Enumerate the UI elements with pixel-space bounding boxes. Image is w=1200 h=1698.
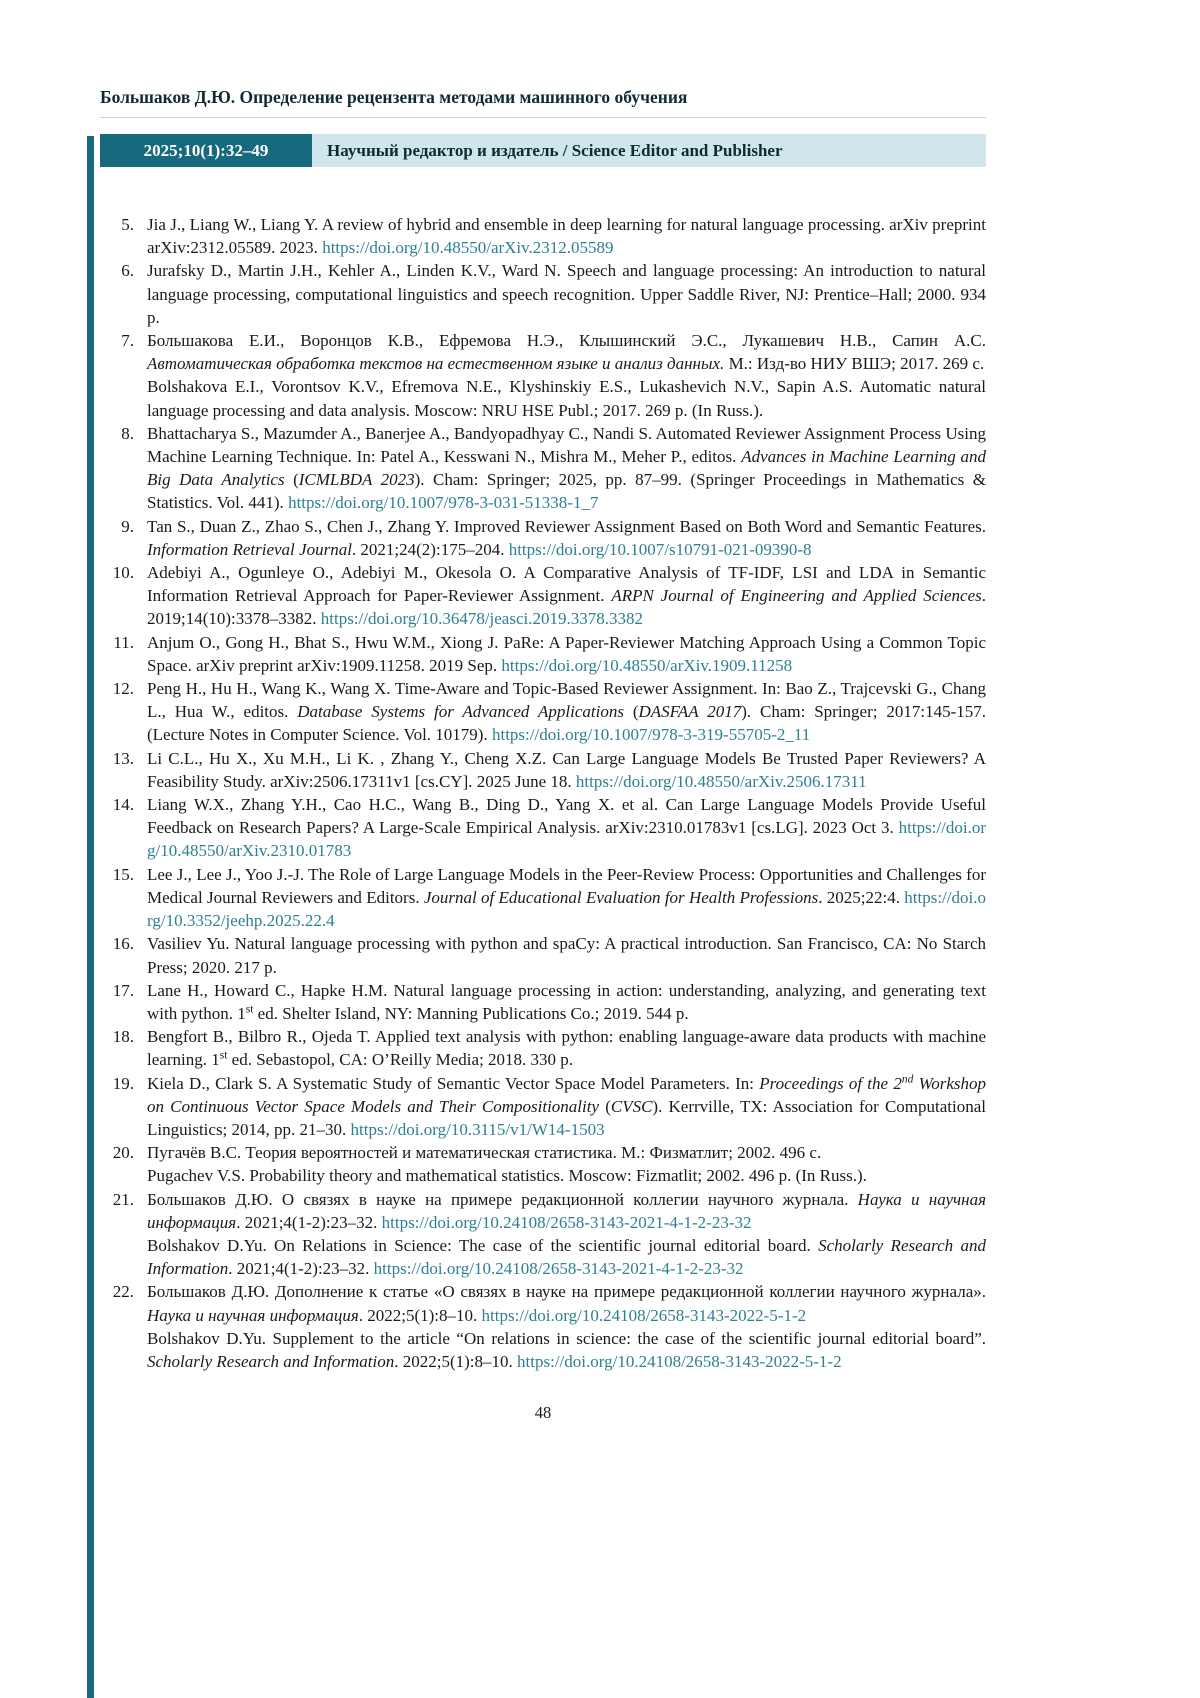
text-segment: ). Cham: Springer; 2017:145-157. (Lecture Notes in Computer Science. Vol. 10179). [147,702,986,745]
reference-text [147,932,986,978]
text-segment: Liang W.X., Zhang Y.H., Cao H.C., Wang B., Ding D., Yang X. et al. Can Large Language Models Provide Useful Feedback on Research Papers? A Large-Scale Empirical Analysis. arXiv:2310.01783v1 [cs.LG]. 2023 Oct 3. [147,795,986,838]
reference-number: 10. [112,563,134,583]
reference-item [100,1025,986,1071]
reference-number: 9. [121,516,134,536]
reference-item [100,747,986,793]
doi-link[interactable]: https://doi.org/10.24108/2658-3143-2021-4-1-2-23-32 [381,1212,752,1232]
reference-item [100,1280,986,1373]
text-segment: М.: Изд-во НИУ ВШЭ; 2017. 269 с. [724,354,985,374]
reference-text [147,561,986,631]
text-segment: ed. Shelter Island, NY: Manning Publications Co.; 2019. 544 p. [253,1003,689,1023]
doi-link[interactable]: https://doi.org/10.1007/978-3-319-55705-2_11 [491,725,811,745]
text-segment: ( [623,702,639,722]
italic-text: Journal of Educational Evaluation for Health Professions [423,887,819,907]
text-segment: . 2022;5(1):8–10. [394,1351,518,1371]
text-segment: Bolshakova E.I., Vorontsov K.V., Efremova N.E., Klyshinskiy E.S., Lukashevich N.V., Sapin A.S. Automatic natural language processing and data analysis. Moscow: NRU HSE Publ.; 2017. 269 p. (In Russ.). [147,377,986,420]
reference-item [100,561,986,631]
reference-text [147,793,986,863]
text-segment: . 2021;4(1-2):23–32. [228,1259,374,1279]
reference-item [100,631,986,677]
reference-item [100,422,986,515]
reference-text [147,979,986,1025]
reference-item [100,793,986,863]
italic-text: Наука и научная информация [147,1189,986,1232]
header-bar [100,134,986,167]
reference-number: 19. [112,1073,134,1093]
doi-link[interactable]: https://doi.org/10.1007/s10791-021-09390-8 [508,539,812,559]
reference-item [100,259,986,329]
italic-text: Database Systems for Advanced Applications [297,702,624,722]
doi-link[interactable]: https://doi.org/10.24108/2658-3143-2021-4-1-2-23-32 [373,1259,744,1279]
reference-number: 13. [112,748,134,768]
header-rule [100,117,986,118]
reference-text [147,677,986,747]
reference-number: 21. [112,1189,134,1209]
text-segment: Bhattacharya S., Mazumder A., Banerjee A., Bandyopadhyay C., Nandi S. Automated Reviewer Assignment Process Using Machine Learning Technique. In: Patel A., Kesswani N., Mishra M., Meher P., editos. [147,423,986,467]
text-segment: Vasiliev Yu. Natural language processing with python and spaCy: A practical introduction. San Francisco, CA: No Starch Press; 2020. 217 p. [147,934,986,977]
reference-number: 7. [121,331,134,351]
reference-list [100,213,986,1373]
text-segment: st [245,1002,254,1016]
text-segment: Li C.L., Hu X., Xu M.H., Li K. , Zhang Y., Cheng X.Z. Can Large Language Models Be Trusted Paper Reviewers? A Feasibility Study. arXiv:2506.17311v1 [cs.CY]. 2025 June 18. [147,748,986,791]
text-segment: Большаков Д.Ю. О связях в науке на примере редакционной коллегии научного журнала. [147,1189,858,1209]
reference-text [147,863,986,933]
text-segment: Bolshakov D.Yu. On Relations in Science: The case of the scientific journal editorial board. [147,1235,819,1255]
reference-item [100,515,986,561]
doi-link[interactable]: https://doi.org/10.3352/jeehp.2025.22.4 [147,887,986,931]
text-segment: . 2021;4(1-2):23–32. [236,1212,382,1232]
text-segment: Bolshakov D.Yu. Supplement to the article “On relations in science: the case of the scientific journal editorial board”. [147,1328,986,1348]
text-segment: st [219,1048,228,1062]
doi-link[interactable]: https://doi.org/10.48550/arXiv.2506.17311 [575,771,867,791]
doi-link[interactable]: https://doi.org/10.1007/978-3-031-51338-1_7 [288,493,599,513]
text-segment: ). Kerrville, TX: Association for Computational Linguistics; 2014, pp. 21–30. [147,1096,987,1139]
text-segment: Большакова Е.И., Воронцов К.В., Ефремова Н.Э., Клышинский Э.С., Лукашевич Н.В., Сапин А.С. [147,331,986,351]
text-segment: . 2019;14(10):3378–3382. [147,586,986,629]
text-segment: ( [599,1096,611,1116]
reference-item [100,863,986,933]
reference-text [147,213,986,259]
italic-text: nd [901,1071,914,1085]
text-segment: ( [284,470,299,490]
text-segment: Lane H., Howard C., Hapke H.M. Natural language processing in action: understanding, analyzing, and generating text with python. 1 [147,980,986,1023]
reference-number: 17. [112,980,134,1000]
reference-number: 12. [112,679,134,699]
reference-text [147,515,986,561]
reference-item [100,1141,986,1187]
reference-item [100,1072,986,1142]
doi-link[interactable]: https://doi.org/10.24108/2658-3143-2022-5-1-2 [517,1351,842,1371]
reference-text [147,259,986,329]
italic-text: Наука и научная информация [147,1305,359,1325]
text-segment: Peng H., Hu H., Wang K., Wang X. Time-Aware and Topic-Based Reviewer Assignment. In: Bao Z., Trajcevski G., Chang L., Hua W., editos. [147,679,986,722]
reference-text [147,422,986,515]
italic-text: ARPN Journal of Engineering and Applied Sciences [611,586,982,606]
reference-number: 6. [121,261,134,281]
reference-number: 20. [112,1143,134,1163]
reference-item [100,329,986,422]
reference-text [147,1072,986,1142]
text-segment: Anjum O., Gong H., Bhat S., Hwu W.M., Xiong J. PaRe: A Paper-Reviewer Matching Approach Using a Common Topic Space. arXiv preprint arXiv:1909.11258. 2019 Sep. [147,632,986,675]
italic-text: DASFAA 2017 [638,702,742,722]
reference-number: 8. [121,423,134,443]
doi-link[interactable]: https://doi.org/10.48550/arXiv.1909.11258 [501,655,793,675]
page-number: 48 [534,1403,552,1423]
doi-link[interactable]: https://doi.org/10.48550/arXiv.2312.05589 [322,238,614,258]
italic-text: Information Retrieval Journal [147,539,352,559]
reference-number: 18. [112,1027,134,1047]
text-segment: Пугачёв В.С. Теория вероятностей и математическая статистика. М.: Физматлит; 2002. 496 с. [147,1143,822,1163]
side-accent-bar [87,136,94,1698]
reference-number: 11. [113,632,134,652]
reference-item [100,213,986,259]
text-segment: Tan S., Duan Z., Zhao S., Chen J., Zhang Y. Improved Reviewer Assignment Based on Both Word and Semantic Features. [147,516,986,536]
text-segment: Pugachev V.S. Probability theory and mathematical statistics. Moscow: Fizmatlit; 2002. 496 p. (In Russ.). [147,1166,867,1186]
italic-text: Advances in Machine Learning and Big Data Analytics [147,447,986,490]
reference-text [147,1141,986,1187]
reference-item [100,979,986,1025]
reference-text [147,631,986,677]
doi-link[interactable]: https://doi.org/10.36478/jeasci.2019.3378.3382 [320,609,643,629]
journal-title: Научный редактор и издатель / Science Editor and Publisher [327,140,783,160]
text-segment: . 2025;22:4. [818,887,905,907]
text-segment: Lee J., Lee J., Yoo J.-J. The Role of Large Language Models in the Peer-Review Process: Opportunities and Challenges for Medical Journal Reviewers and Editors. [147,864,986,907]
reference-number: 15. [112,864,134,884]
text-segment: Adebiyi A., Ogunleye O., Adebiyi M., Okesola O. A Comparative Analysis of TF-IDF, LSI and LDA in Semantic Information Retrieval Approach for Paper-Reviewer Assignment. [147,563,986,606]
reference-number: 16. [112,934,134,954]
text-segment: Bengfort B., Bilbro R., Ojeda T. Applied text analysis with python: enabling language-aware data products with machine learning. 1 [147,1027,986,1070]
doi-link[interactable]: https://doi.org/10.48550/arXiv.2310.01783 [147,818,986,861]
italic-text: Workshop on Continuous Vector Space Models and Their Compositionality [147,1073,986,1116]
reference-item [100,677,986,747]
text-segment: Большаков Д.Ю. Дополнение к статье «О связях в науке на примере редакционной коллегии научного журнала». [147,1282,986,1302]
reference-number: 5. [121,215,134,234]
text-segment: Kiela D., Clark S. A Systematic Study of Semantic Vector Space Model Parameters. In: [147,1073,760,1093]
reference-text [147,329,986,422]
italic-text: Proceedings of the 2 [759,1073,902,1093]
text-segment: . 2022;5(1):8–10. [358,1305,482,1325]
running-head: Большаков Д.Ю. Определение рецензента методами машинного обучения [100,87,688,107]
reference-number: 14. [112,795,134,815]
italic-text: Scholarly Research and Information [147,1351,395,1371]
text-segment: . 2021;24(2):175–204. [351,539,509,559]
text-segment: ). Cham: Springer; 2025, pp. 87–99. (Springer Proceedings in Mathematics & Statistics. Vol. 441). [147,470,987,513]
text-segment: ed. Sebastopol, CA: O’Reilly Media; 2018. 330 p. [227,1050,574,1070]
reference-item [100,1188,986,1281]
text-segment: Jurafsky D., Martin J.H., Kehler A., Linden K.V., Ward N. Speech and language processing: An introduction to natural language processing, computational linguistics and speech recognition. Upper Saddle River, NJ: Prentice–Hall; 2000. 934 p. [147,261,986,327]
issue-info-badge: 2025;10(1):32–49 [100,134,312,167]
journal-title-bar [312,134,986,167]
italic-text: Scholarly Research and Information [147,1235,986,1279]
italic-text: CVSC [610,1096,653,1116]
reference-number: 22. [112,1282,134,1302]
doi-link[interactable]: https://doi.org/10.3115/v1/W14-1503 [350,1119,605,1139]
reference-text [147,1188,986,1281]
reference-text [147,1025,986,1071]
doi-link[interactable]: https://doi.org/10.24108/2658-3143-2022-5-1-2 [481,1305,807,1325]
reference-text [147,747,986,793]
italic-text: Автоматическая обработка текстов на естественном языке и анализ данных. [147,354,725,374]
reference-item [100,932,986,978]
text-segment: Jia J., Liang W., Liang Y. A review of hybrid and ensemble in deep learning for natural language processing. arXiv preprint arXiv:2312.05589. 2023. [147,215,986,258]
reference-text [147,1280,986,1373]
italic-text: ICMLBDA 2023 [298,470,415,490]
page-content [100,0,986,1423]
